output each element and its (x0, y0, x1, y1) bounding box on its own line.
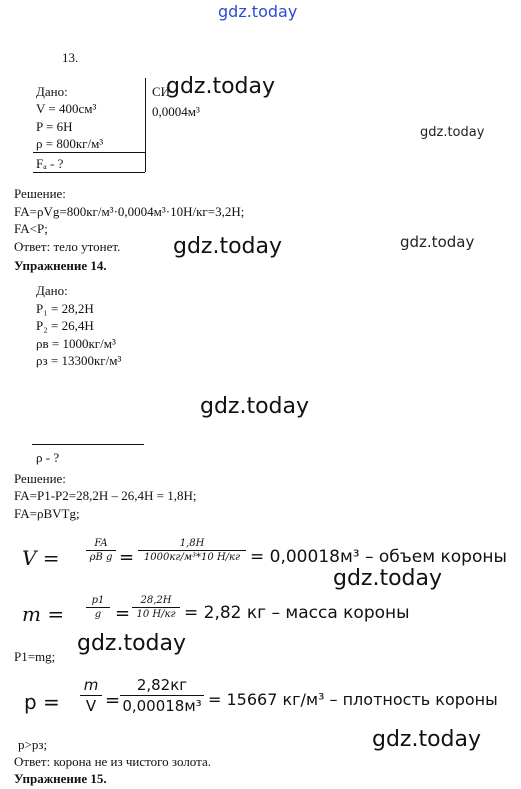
fraction (86, 538, 116, 563)
solution-line: FA=ρBVTg; (14, 506, 80, 521)
fraction-bar (86, 550, 116, 551)
problem-number: 13. (62, 50, 79, 65)
fraction-numerator: 1,8H (179, 538, 205, 549)
given-label: Дано: (36, 84, 68, 99)
watermark: gdz.today (400, 233, 475, 251)
fraction-denominator: 10 Н/кг (136, 609, 176, 620)
solution-line: FA<P; (14, 221, 48, 236)
fraction-numerator: FA (94, 538, 108, 549)
given-density: ρ = 800кг/м³ (36, 136, 104, 151)
solution-line: FA=P1-P2=28,2Н – 26,4Н = 1,8Н; (14, 488, 197, 503)
fraction-denominator: 1000кг/м³*10 Н/кг (143, 552, 241, 563)
answer-text: Ответ: тело утонет. (14, 239, 121, 254)
find-density: ρ - ? (36, 450, 60, 465)
formula-result: = 2,82 кг – масса короны (184, 603, 410, 623)
fraction-bar (80, 695, 102, 696)
formula-result: = 15667 кг/м³ – плотность короны (208, 690, 498, 709)
formula-lhs: m = (22, 602, 65, 626)
si-label: СИ (152, 84, 171, 99)
given-label: Дано: (36, 283, 68, 298)
si-value: 0,0004м³ (152, 104, 200, 119)
si-divider (145, 78, 146, 172)
fraction-denominator: 0,00018м³ (122, 697, 202, 715)
watermark: gdz.today (333, 566, 443, 591)
fraction-numerator: 2,82кг (136, 676, 188, 694)
given-divider (33, 152, 145, 153)
solution-line: FA=ρVg=800кг/м³·0,0004м³·10Н/кг=3,2Н; (14, 204, 245, 219)
fraction-denominator: V (85, 697, 97, 715)
fraction (132, 595, 180, 620)
formula-lhs: p = (24, 690, 60, 714)
comparison-line: p>pз; (18, 737, 48, 752)
find-underline (33, 172, 145, 173)
fraction-numerator: p1 (91, 595, 105, 606)
fraction (86, 595, 110, 620)
exercise-title: Упражнение 14. (14, 258, 107, 273)
given-p2: P₂ = 26,4Н (36, 318, 94, 333)
fraction (80, 676, 102, 715)
fraction-bar (120, 695, 204, 696)
given-weight: P = 6H (36, 119, 73, 134)
given-volume: V = 400см³ (36, 101, 97, 116)
formula-lhs: V = (22, 546, 60, 570)
fraction-numerator: 28,2H (140, 595, 172, 606)
equals-sign: = (119, 547, 135, 568)
solution-label: Решение: (14, 186, 66, 201)
given-divider (32, 444, 144, 445)
given-gold-density: ρз = 13300кг/м³ (36, 353, 122, 368)
fraction-denominator: ρB g (89, 552, 113, 563)
given-water-density: ρв = 1000кг/м³ (36, 336, 116, 351)
given-p1: P₁ = 28,2Н (36, 301, 94, 316)
watermark: gdz.today (372, 727, 482, 752)
watermark: gdz.today (77, 631, 187, 656)
fraction-numerator: m (83, 676, 99, 694)
formula-result: = 0,00018м³ – объем короны (250, 547, 507, 567)
fraction-bar (132, 607, 180, 608)
watermark-top: gdz.today (218, 2, 298, 21)
fraction-bar (86, 607, 110, 608)
watermark: gdz.today (173, 234, 283, 259)
fraction-denominator: g (94, 609, 102, 620)
fraction (138, 538, 246, 563)
watermark: gdz.today (420, 125, 485, 140)
watermark: gdz.today (200, 394, 310, 419)
solution-line: P1=mg; (14, 649, 56, 664)
watermark: gdz.today (166, 74, 276, 99)
exercise-title: Упражнение 15. (14, 771, 107, 786)
equals-sign: = (105, 690, 121, 711)
fraction (120, 676, 204, 715)
equals-sign: = (115, 603, 131, 624)
answer-text: Ответ: корона не из чистого золота. (14, 754, 211, 769)
solution-label: Решение: (14, 471, 66, 486)
fraction-bar (138, 550, 246, 551)
find-force: Fₐ - ? (36, 156, 64, 171)
